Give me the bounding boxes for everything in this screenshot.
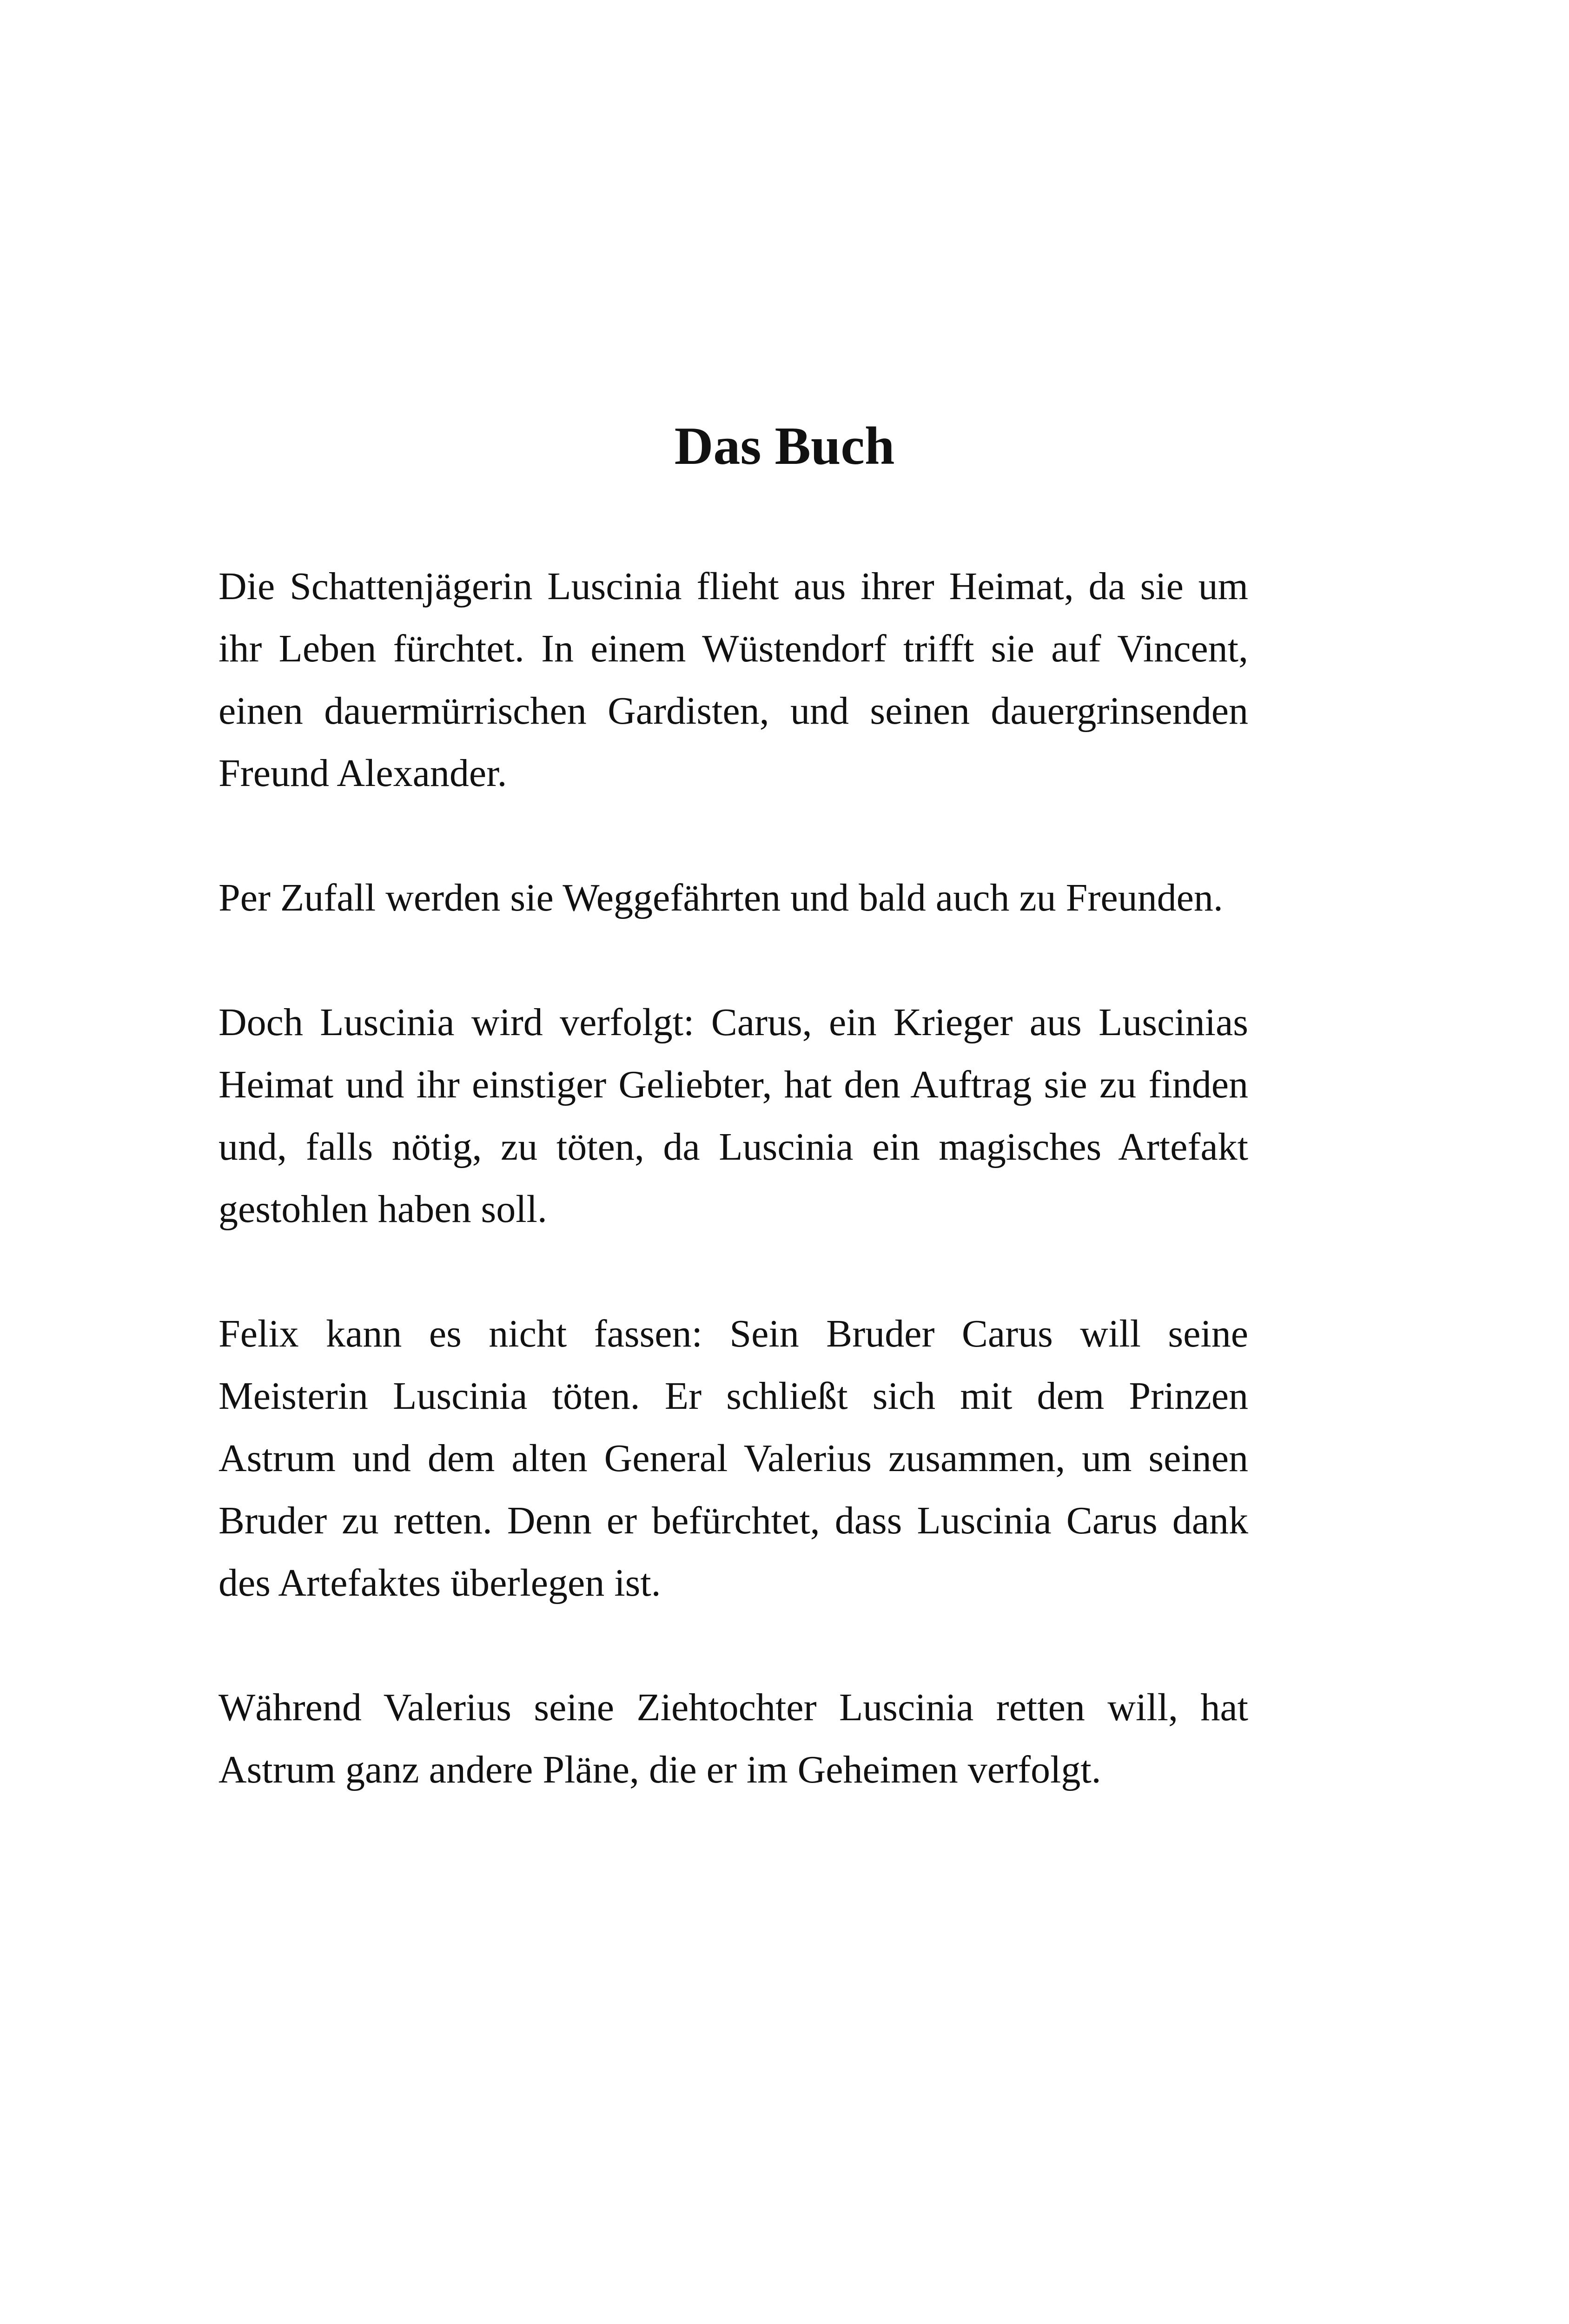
blurb-paragraph-4: Felix kann es nicht fassen: Sein Bruder Carus will seine Meisterin Luscinia töten. Er schließt sich mit dem Prinzen Astrum und dem alten General Valerius zusammen, um seinen Bruder zu retten. Denn er befürchtet, dass Luscinia Carus dank des Artefaktes überlegen ist.: [218, 1312, 1248, 1604]
blurb-paragraph-5: Während Valerius seine Ziehtochter Luscinia retten will, hat Astrum ganz andere Pläne, die er im Geheimen verfolgt.: [218, 1686, 1248, 1791]
blurb-paragraph-2: Per Zufall werden sie Weggefährten und bald auch zu Freunden.: [218, 876, 1223, 919]
blurb-paragraph-3: Doch Luscinia wird verfolgt: Carus, ein Krieger aus Luscinias Heimat und ihr einstiger Geliebter, hat den Auftrag sie zu finden und, falls nötig, zu töten, da Luscinia ein magisches Artefakt gestohlen haben soll.: [218, 1001, 1248, 1231]
page-title: Das Buch: [674, 416, 895, 476]
blurb-paragraph-1: Die Schattenjägerin Luscinia flieht aus ihrer Heimat, da sie um ihr Leben fürchtet. In einem Wüstendorf trifft sie auf Vincent, einen dauermürrischen Gardisten, und seinen dauergrinsenden Freund Alexander.: [218, 565, 1248, 795]
blurb-body: [218, 555, 1248, 1863]
